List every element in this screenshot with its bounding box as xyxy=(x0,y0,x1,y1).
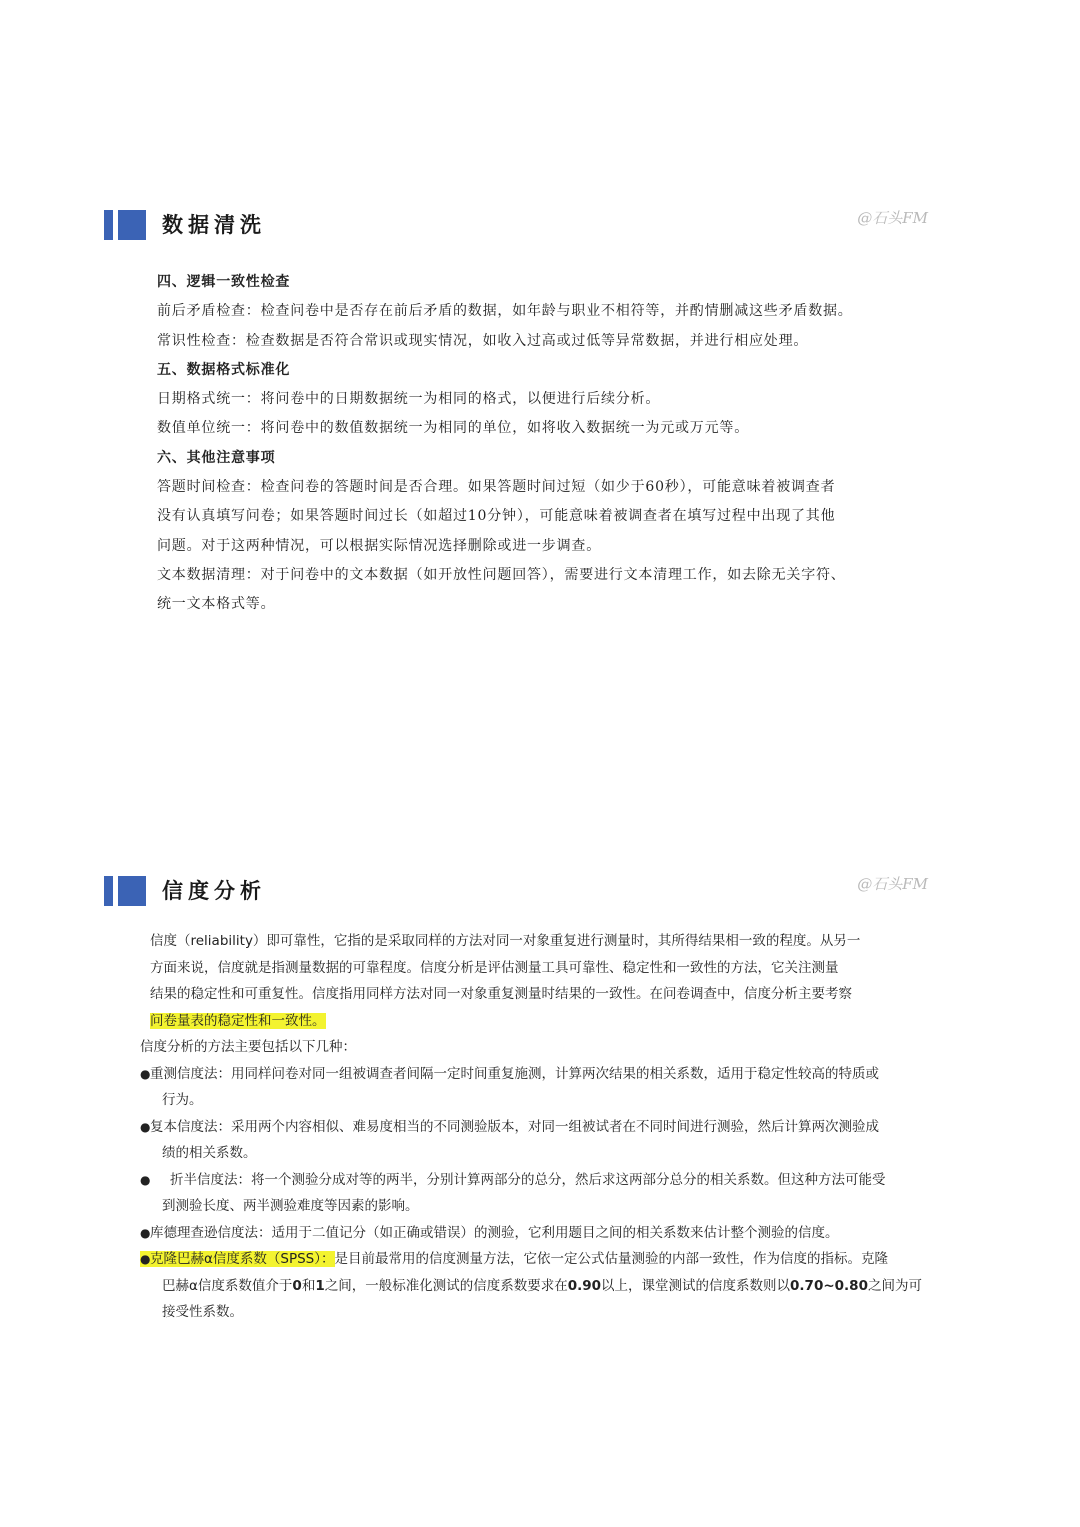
paragraph-line: 答题时间检查：检查问卷的答题时间是否合理。如果答题时间过短（如少于60秒），可能意味着被调查者 xyxy=(157,479,836,496)
method-item xyxy=(140,1220,955,1247)
reliability-content xyxy=(140,928,955,1326)
data-cleaning-content xyxy=(157,268,937,620)
method-text: 折半信度法：将一个测验分成对等的两半，分别计算两部分的总分，然后求这两部分总分的相关系数。但这种方法可能受 xyxy=(170,1171,886,1188)
method-text: 复本信度法：采用两个内容相似、难易度相当的不同测验版本，对同一组被试者在不同时间进行测验，然后计算两次测验成 xyxy=(150,1118,879,1135)
paragraph-line: 数值单位统一：将问卷中的数值数据统一为相同的单位，如将收入数据统一为元或万元等。 xyxy=(157,420,749,437)
watermark: @石头FM xyxy=(857,875,928,893)
section-header-data-cleaning xyxy=(104,210,934,250)
subheading: 四、逻辑一致性检查 xyxy=(157,274,291,290)
text-run: 之间，一般标准化测试的信度系数要求在 xyxy=(324,1277,568,1294)
method-item xyxy=(140,1061,955,1088)
highlighted-method-title: 克隆巴赫α信度系数（SPSS）： xyxy=(150,1251,335,1267)
section-header-reliability xyxy=(104,876,934,916)
paragraph-line: 前后矛盾检查：检查问卷中是否存在前后矛盾的数据，如年龄与职业不相符等，并酌情删减这些矛盾数据。 xyxy=(157,303,853,320)
intro-line: 信度分析的方法主要包括以下几种： xyxy=(140,1039,356,1055)
highlighted-text: 问卷量表的稳定性和一致性。 xyxy=(150,1012,326,1029)
section-marker-icon xyxy=(104,210,113,240)
paragraph-line: 没有认真填写问卷；如果答题时间过长（如超过10分钟），可能意味着被调查者在填写过程中出现了其他 xyxy=(157,508,836,525)
text-run: 以上，课堂测试的信度系数则以 xyxy=(601,1277,791,1294)
paragraph-line: 日期格式统一：将问卷中的日期数据统一为相同的格式，以便进行后续分析。 xyxy=(157,391,661,408)
method-item-continued: 到测验长度、两半测验难度等因素的影响。 xyxy=(162,1198,419,1214)
bold-value: 0.70~0.80 xyxy=(790,1277,868,1294)
bold-value: 1 xyxy=(315,1277,325,1294)
method-item-continued xyxy=(140,1273,955,1300)
watermark: @石头FM xyxy=(857,209,928,227)
bullet-icon: ● xyxy=(140,1119,151,1134)
method-item xyxy=(140,1246,955,1273)
paragraph-line: 常识性检查：检查数据是否符合常识或现实情况，如收入过高或过低等异常数据，并进行相应处理。 xyxy=(157,332,809,349)
bold-value: 0 xyxy=(292,1277,302,1294)
paragraph-line xyxy=(140,1008,955,1035)
bullet-icon: ● xyxy=(140,1252,151,1266)
subheading: 五、数据格式标准化 xyxy=(157,361,291,378)
bullet-icon: ● xyxy=(140,1066,151,1081)
section-marker-icon xyxy=(118,876,146,906)
paragraph-line: 结果的稳定性和可重复性。信度指用同样方法对同一对象重复测量时结果的一致性。在问卷调查中，信度分析主要考察 xyxy=(150,986,852,1002)
text-run: 巴赫α信度系数值介于 xyxy=(162,1277,293,1294)
paragraph-line: 问题。对于这两种情况，可以根据实际情况选择删除或进一步调查。 xyxy=(157,537,601,554)
bold-value: 0.90 xyxy=(567,1277,602,1294)
method-text: 重测信度法：用同样问卷对同一组被调查者间隔一定时间重复施测，计算两次结果的相关系数，适用于稳定性较高的特质或 xyxy=(150,1065,879,1082)
section-marker-icon xyxy=(118,210,146,240)
section-marker-icon xyxy=(104,876,113,906)
method-item xyxy=(140,1114,955,1141)
paragraph-line: 信度（reliability）即可靠性，它指的是采取同样的方法对同一对象重复进行测量时，其所得结果相一致的程度。从另一 xyxy=(150,933,861,949)
paragraph-line: 方面来说，信度就是指测量数据的可靠程度。信度分析是评估测量工具可靠性、稳定性和一致性的方法，它关注测量 xyxy=(150,959,839,976)
paragraph-line: 统一文本格式等。 xyxy=(157,596,276,613)
bullet-icon: ● xyxy=(140,1225,151,1240)
bullet-icon: ● xyxy=(140,1172,151,1187)
subheading: 六、其他注意事项 xyxy=(157,449,276,466)
section-title: 数据清洗 xyxy=(162,213,266,237)
text-run: 之间为可 xyxy=(867,1277,922,1294)
paragraph-line: 文本数据清理：对于问卷中的文本数据（如开放性问题回答），需要进行文本清理工作，如去除无关字符、 xyxy=(157,566,846,583)
method-item-continued: 接受性系数。 xyxy=(162,1304,243,1320)
method-text: 是目前最常用的信度测量方法，它依一定公式估量测验的内部一致性，作为信度的指标。克隆 xyxy=(334,1251,888,1267)
method-item-continued: 行为。 xyxy=(162,1092,203,1108)
section-title: 信度分析 xyxy=(162,879,266,903)
text-run: 和 xyxy=(301,1277,316,1294)
method-text: 库德理查逊信度法：适用于二值记分（如正确或错误）的测验，它利用题目之间的相关系数来估计整个测验的信度。 xyxy=(150,1224,839,1241)
method-item-continued: 绩的相关系数。 xyxy=(162,1145,257,1161)
method-item xyxy=(140,1167,955,1194)
